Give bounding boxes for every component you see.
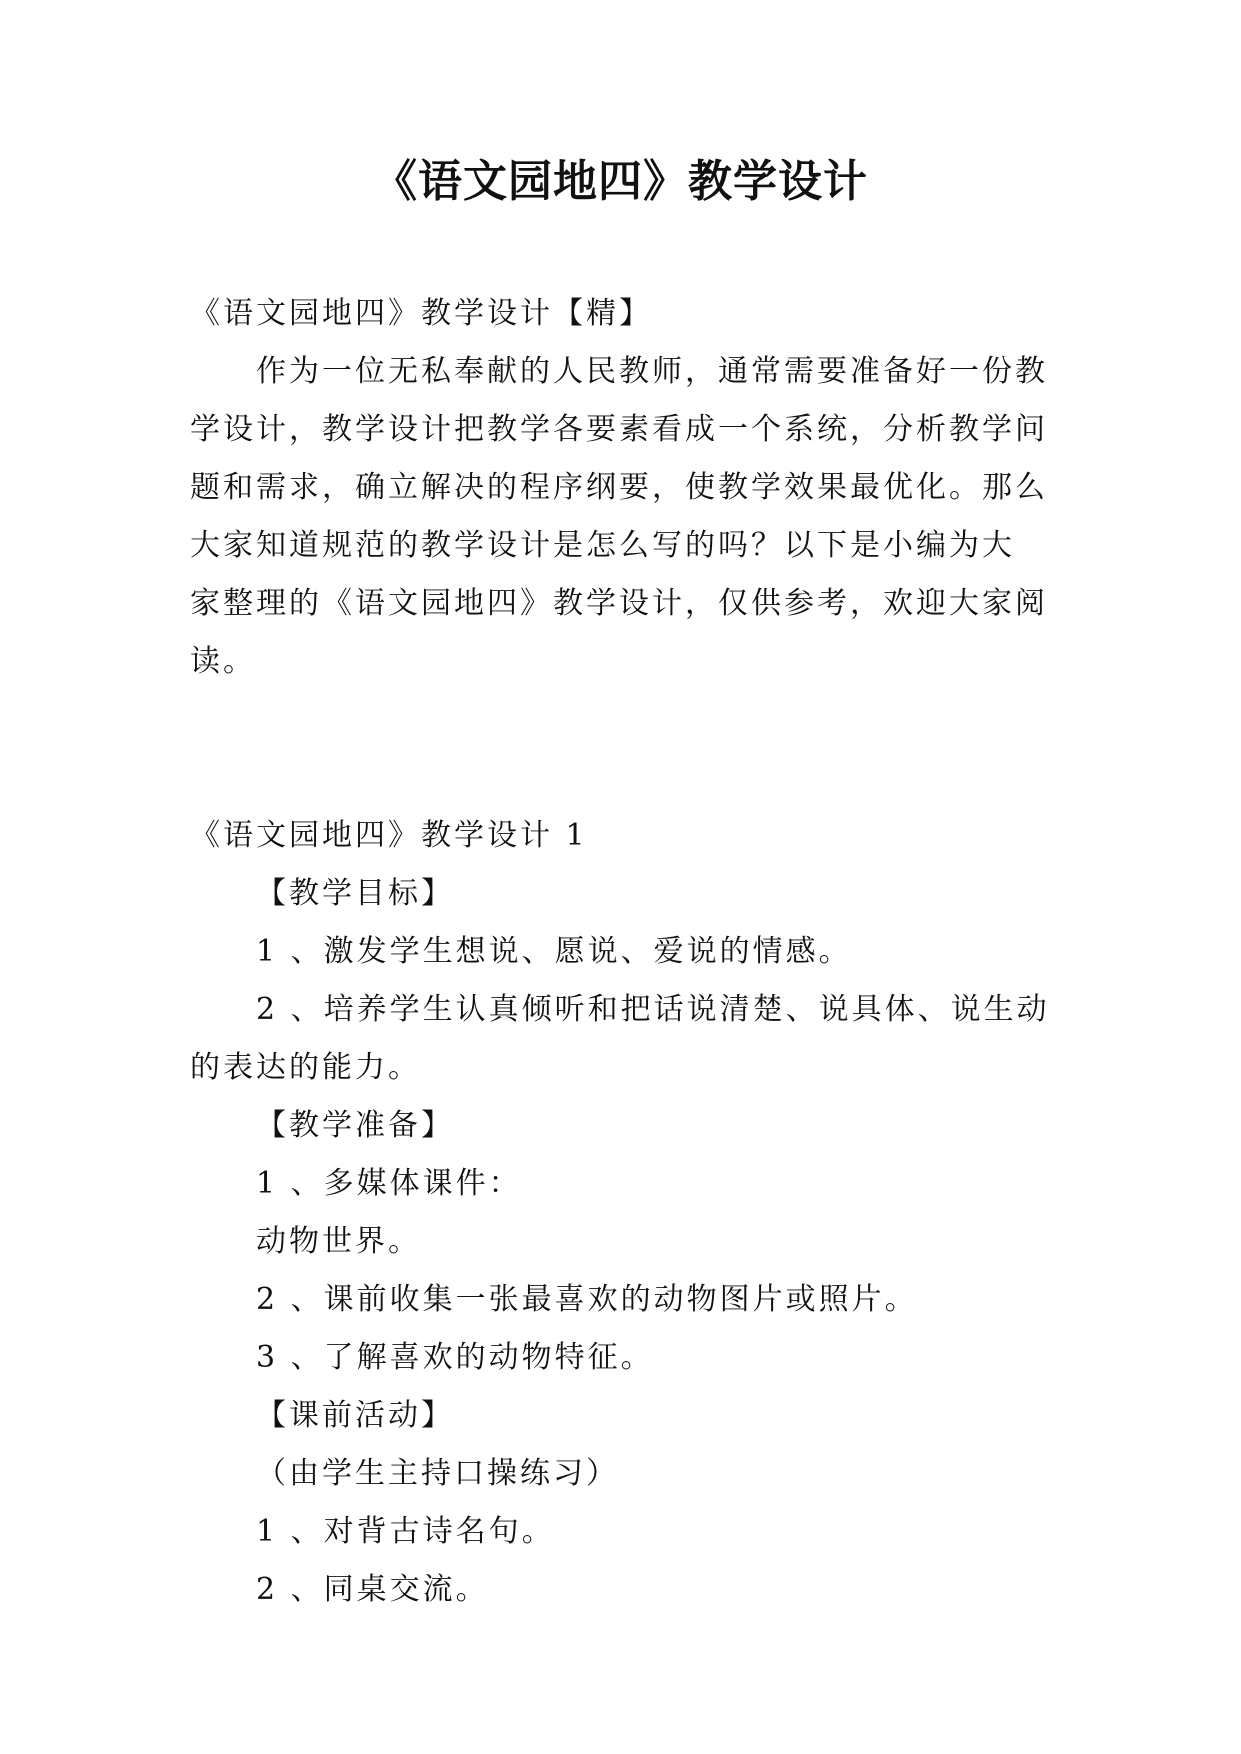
prep-heading: 【教学准备】 xyxy=(256,1108,454,1143)
activity-heading: 【课前活动】 xyxy=(256,1398,454,1433)
goal-item-1: 1 、激发学生想说、愿说、爱说的情感。 xyxy=(256,934,852,969)
prep-item-1-continued: 动物世界。 xyxy=(256,1224,421,1259)
intro-line: 作为一位无私奉献的人民教师，通常需要准备好一份教 xyxy=(256,354,1048,389)
activity-item-1: 1 、对背古诗名句。 xyxy=(256,1514,555,1549)
intro-line: 学设计，教学设计把教学各要素看成一个系统，分析教学问 xyxy=(190,412,1048,447)
section-spacer xyxy=(190,691,1055,807)
activity-note: （由学生主持口操练习） xyxy=(256,1456,619,1491)
prep-item-3: 3 、了解喜欢的动物特征。 xyxy=(256,1340,654,1375)
goal-item-2: 2 、培养学生认真倾听和把话说清楚、说具体、说生动 xyxy=(256,992,1050,1027)
document-header: 《语文园地四》教学设计【精】 xyxy=(190,296,652,331)
section-title: 《语文园地四》教学设计 1 xyxy=(190,818,588,853)
goal-item-2-continued: 的表达的能力。 xyxy=(190,1050,421,1085)
intro-line: 读。 xyxy=(190,644,256,679)
goal-heading: 【教学目标】 xyxy=(256,876,454,911)
intro-line: 大家知道规范的教学设计是怎么写的吗？以下是小编为大 xyxy=(190,528,1015,563)
intro-line: 家整理的《语文园地四》教学设计，仅供参考，欢迎大家阅 xyxy=(190,586,1048,621)
prep-item-1: 1 、多媒体课件： xyxy=(256,1166,522,1201)
document-title: 《语文园地四》教学设计 xyxy=(373,156,868,207)
intro-line: 题和需求，确立解决的程序纲要，使教学效果最优化。那么 xyxy=(190,470,1048,505)
prep-item-2: 2 、课前收集一张最喜欢的动物图片或照片。 xyxy=(256,1282,918,1317)
activity-item-2: 2 、同桌交流。 xyxy=(256,1572,489,1607)
document-body xyxy=(190,285,1055,1619)
